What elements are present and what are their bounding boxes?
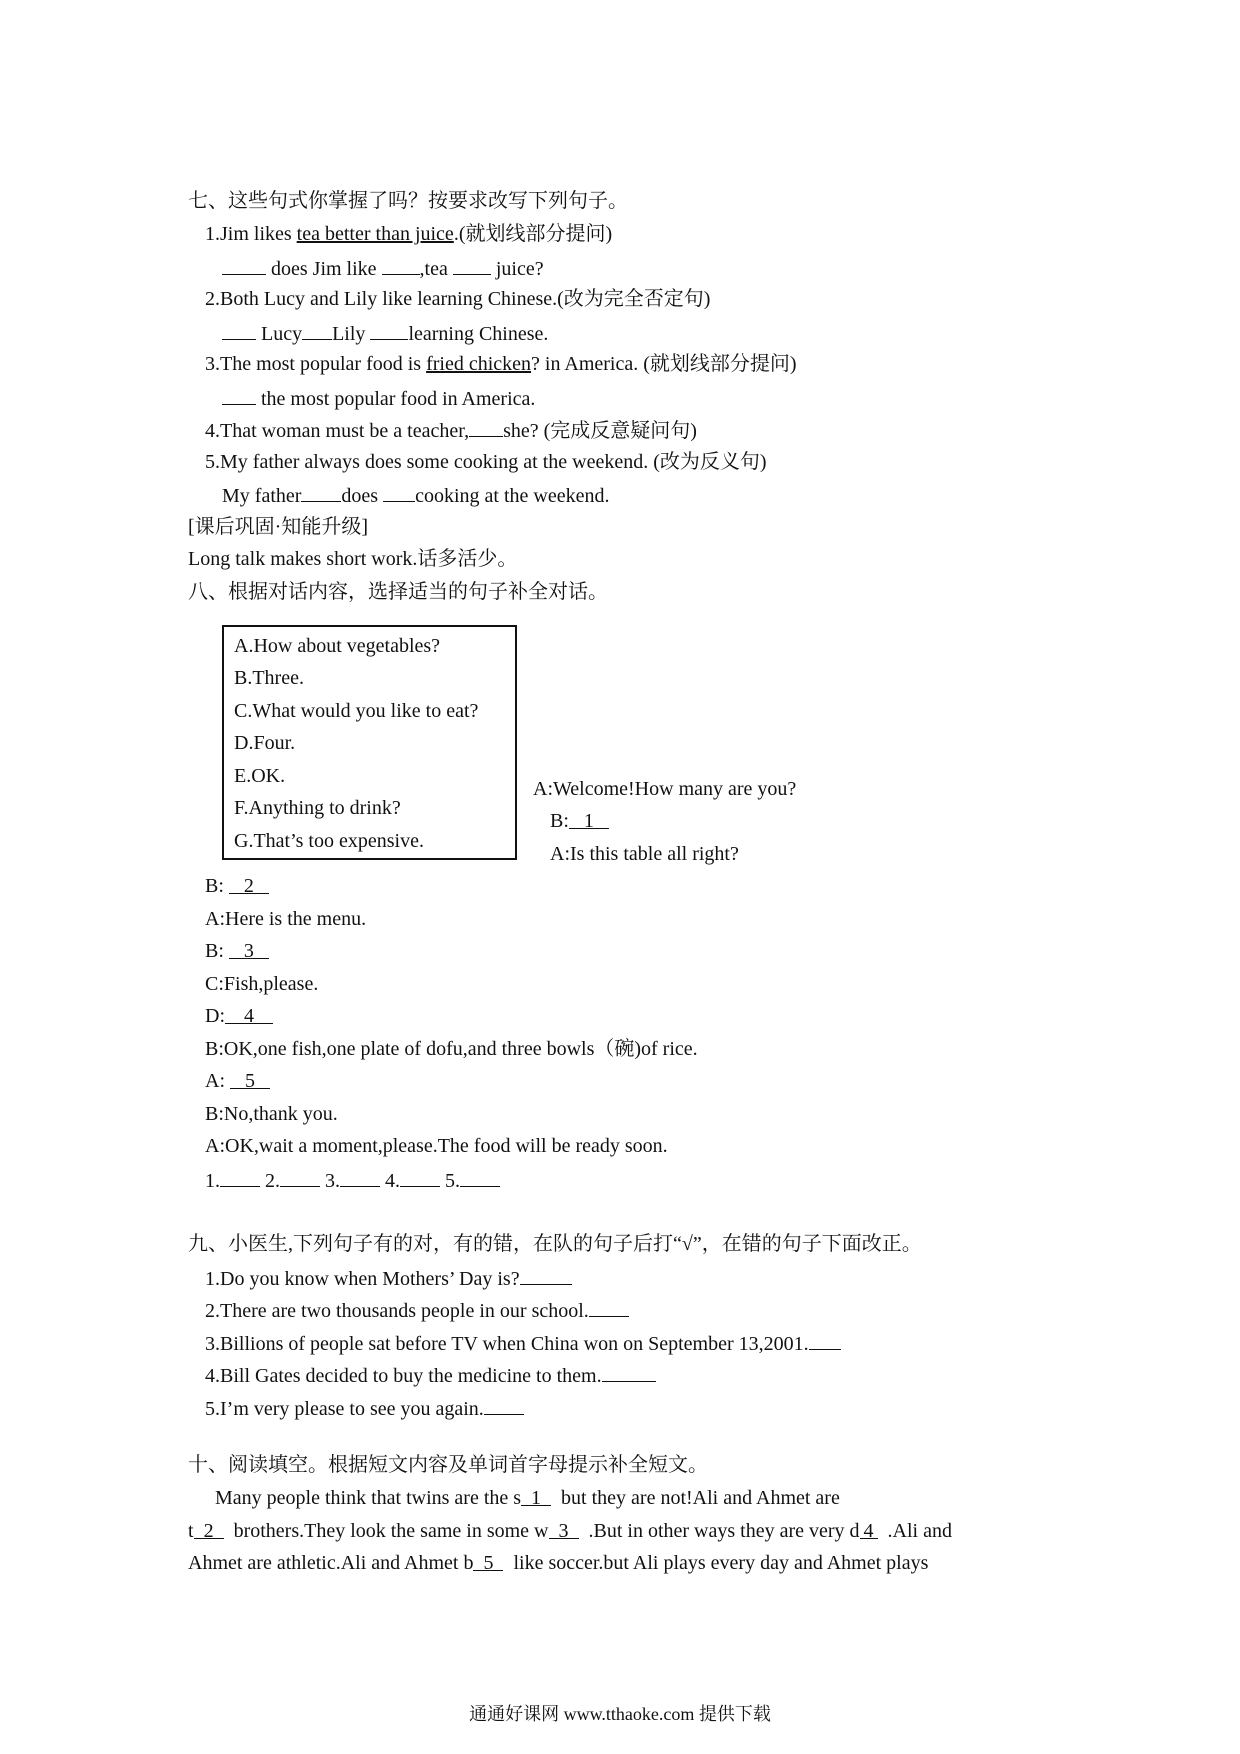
answer-7-1[interactable]: does Jim like ,tea juice?: [222, 254, 544, 282]
dialog-line-8[interactable]: D: 4: [205, 1003, 273, 1029]
section8-heading: 八、根据对话内容，选择适当的句子补全对话。: [188, 581, 608, 603]
footer-watermark: 通通好课网 www.tthaoke.com 提供下载: [469, 1704, 771, 1724]
cloze-blank-4[interactable]: 4: [860, 1518, 878, 1539]
answer-7-5[interactable]: My father does cooking at the weekend.: [222, 481, 609, 509]
dialog-line-4[interactable]: B: 2: [205, 873, 269, 899]
question-7-1: 1.Jim likes tea better than juice.(就划线部分提问): [205, 223, 613, 245]
option-d: D.Four.: [234, 732, 296, 754]
blank-5[interactable]: 5: [230, 1068, 270, 1089]
passage-line-3[interactable]: Ahmet are athletic.Ali and Ahmet b 5 like soccer.but Ali plays every day and Ahmet plays: [188, 1552, 929, 1574]
dialog-line-9: B:OK,one fish,one plate of dofu,and three bowls（碗)of rice.: [205, 1038, 698, 1060]
cloze-blank-2[interactable]: 2: [194, 1518, 224, 1539]
item-9-1[interactable]: 1.Do you know when Mothers’ Day is?: [205, 1264, 572, 1292]
answer-7-2[interactable]: Lucy Lily learning Chinese.: [222, 319, 548, 347]
answer-row-8[interactable]: 1. 2. 3. 4. 5.: [205, 1166, 500, 1194]
blank-2[interactable]: 2: [229, 873, 269, 894]
answer-7-3[interactable]: the most popular food in America.: [222, 384, 535, 412]
after-class-label: [课后巩固·知能升级]: [188, 516, 368, 538]
cloze-blank-1[interactable]: 1: [521, 1485, 551, 1506]
underlined-phrase: tea better than juice: [296, 223, 454, 245]
passage-line-1[interactable]: Many people think that twins are the s 1 but they are not!Ali and Ahmet are: [215, 1487, 840, 1509]
blank-3[interactable]: 3: [229, 938, 269, 959]
option-g: G.That’s too expensive.: [234, 830, 424, 852]
section10-heading: 十、阅读填空。根据短文内容及单词首字母提示补全短文。: [188, 1454, 708, 1476]
cloze-blank-3[interactable]: 3: [549, 1518, 579, 1539]
proverb: Long talk makes short work.话多活少。: [188, 548, 518, 570]
dialog-line-7: C:Fish,please.: [205, 973, 319, 995]
dialog-line-12: A:OK,wait a moment,please.The food will be ready soon.: [205, 1135, 668, 1157]
question-7-2: 2.Both Lucy and Lily like learning Chinese.(改为完全否定句): [205, 288, 711, 310]
option-f: F.Anything to drink?: [234, 797, 401, 819]
underlined-phrase: fried chicken: [426, 353, 532, 375]
section7-heading: 七、这些句式你掌握了吗？按要求改写下列句子。: [188, 190, 628, 212]
question-7-4[interactable]: 4.That woman must be a teacher, she? (完成反意疑问句): [205, 416, 697, 444]
passage-line-2[interactable]: t 2 brothers.They look the same in some w 3 .But in other ways they are very d 4 .Ali and: [188, 1520, 952, 1542]
item-9-2[interactable]: 2.There are two thousands people in our school.: [205, 1296, 629, 1324]
options-box: [222, 625, 517, 860]
cloze-blank-5[interactable]: 5: [473, 1550, 503, 1571]
option-b: B.Three.: [234, 667, 304, 689]
item-9-4[interactable]: 4.Bill Gates decided to buy the medicine to them.: [205, 1361, 656, 1389]
item-9-5[interactable]: 5.I’m very please to see you again.: [205, 1394, 524, 1422]
dialog-line-6[interactable]: B: 3: [205, 938, 269, 964]
option-c: C.What would you like to eat?: [234, 700, 479, 722]
question-7-5: 5.My father always does some cooking at the weekend. (改为反义句): [205, 451, 767, 473]
dialog-line-10[interactable]: A: 5: [205, 1068, 270, 1094]
option-e: E.OK.: [234, 765, 286, 787]
question-7-3: 3.The most popular food is fried chicken? in America. (就划线部分提问): [205, 353, 797, 375]
item-9-3[interactable]: 3.Billions of people sat before TV when China won on September 13,2001.: [205, 1329, 841, 1357]
section9-heading: 九、小医生,下列句子有的对，有的错，在队的句子后打“√”，在错的句子下面改正。: [188, 1233, 922, 1255]
option-a: A.How about vegetables?: [234, 635, 441, 657]
blank-4[interactable]: 4: [225, 1003, 273, 1024]
blank-1[interactable]: 1: [569, 808, 609, 829]
dialog-line-3: A:Is this table all right?: [550, 843, 739, 865]
dialog-line-5: A:Here is the menu.: [205, 908, 367, 930]
dialog-line-11: B:No,thank you.: [205, 1103, 338, 1125]
dialog-line-2[interactable]: B: 1: [550, 808, 609, 834]
dialog-line-1: A:Welcome!How many are you?: [533, 778, 797, 800]
